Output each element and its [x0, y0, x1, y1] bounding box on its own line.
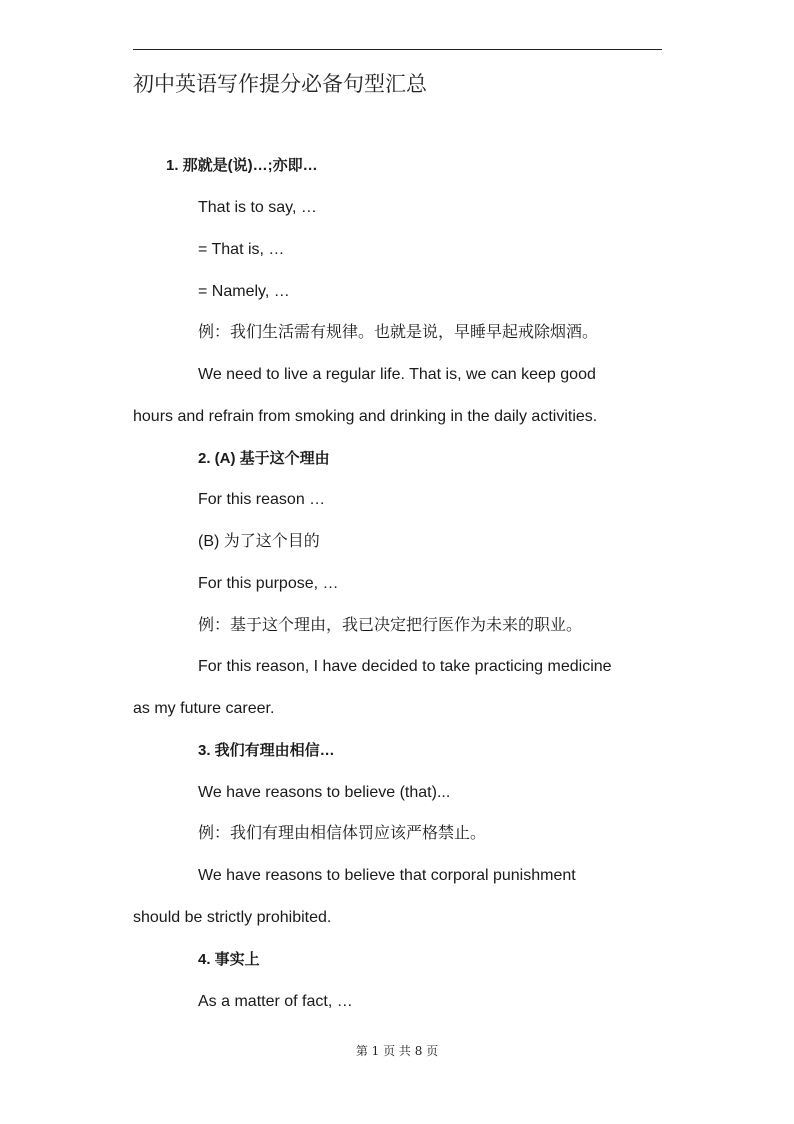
header-rule: [133, 49, 662, 50]
phrase-line: (B) 为了这个目的: [198, 533, 320, 550]
phrase-line: That is to say, …: [198, 199, 317, 216]
example-en-line: For this reason, I have decided to take practicing medicine: [198, 658, 612, 675]
example-en-line: We have reasons to believe that corporal punishment: [198, 867, 576, 884]
section-heading-2: 2. (A) 基于这个理由: [198, 450, 330, 467]
example-en-line: hours and refrain from smoking and drinking in the daily activities.: [133, 408, 598, 425]
document-title: 初中英语写作提分必备句型汇总: [133, 73, 427, 96]
phrase-line: = That is, …: [198, 241, 285, 258]
page-number-footer: 第 1 页 共 8 页: [355, 1044, 439, 1058]
example-cn-line: 例：我们生活需有规律。也就是说，早睡早起戒除烟酒。: [198, 324, 599, 341]
example-cn-line: 例：我们有理由相信体罚应该严格禁止。: [198, 825, 487, 842]
section-heading-4: 4. 事实上: [198, 951, 260, 968]
example-cn-line: 例：基于这个理由，我已决定把行医作为未来的职业。: [198, 617, 583, 634]
example-en-line: as my future career.: [133, 700, 275, 717]
phrase-line: For this reason …: [198, 491, 326, 508]
phrase-line: For this purpose, …: [198, 575, 339, 592]
section-heading-1: 1. 那就是(说)…;亦即…: [166, 157, 318, 174]
phrase-line: As a matter of fact, …: [198, 993, 353, 1010]
example-en-line: should be strictly prohibited.: [133, 909, 332, 926]
example-en-line: We need to live a regular life. That is, we can keep good: [198, 366, 596, 383]
section-heading-3: 3. 我们有理由相信…: [198, 742, 335, 759]
phrase-line: We have reasons to believe (that)...: [198, 784, 451, 801]
phrase-line: = Namely, …: [198, 283, 290, 300]
